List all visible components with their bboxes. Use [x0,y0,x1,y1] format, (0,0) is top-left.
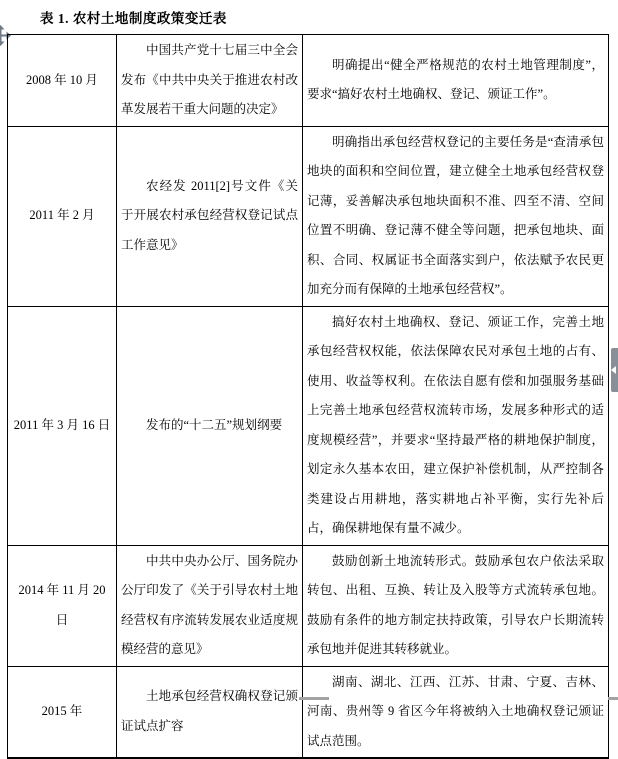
content-cell [303,666,609,758]
content-text: 湖南、湖北、江西、江苏、甘肃、宁夏、吉林、河南、贵州等 9 省区今年将被纳入土地确权登记颁证试点范围。 [307,674,604,748]
date-text: 2011 年 3 月 16 日 [13,417,111,432]
document-text: 发布的“十二五”规划纲要 [146,417,283,432]
document-text: 中国共产党十七届三中全会发布《中共中央关于推进农村改革发展若干重大问题的决定》 [121,43,298,116]
document-cell [117,306,303,545]
content-cell [303,35,609,127]
content-text: 搞好农村土地确权、登记、颁证工作，完善土地承包经营权权能，依法保障农民对承包土地的占有、使用、收益等权利。在依法自愿有偿和加强服务基础上完善土地承包经营权流转市场，发展多种形式的适度规模经营”，并要求“坚持最严格的耕地保护制度，划定永久基本农田，建立保护补偿机制，从严控制各类建设占用耕地，落实耕地占补平衡，实行先补后占，确保耕地保有量不减少。 [307,314,604,535]
document-cell [117,35,303,127]
date-text: 2008 年 10 月 [26,72,98,87]
page-title: 表 1. 农村土地制度政策变迁表 [40,11,227,26]
document-cell [117,126,303,306]
date-text: 2015 年 [41,704,83,718]
scrollbar-thumb[interactable] [611,348,618,392]
document-text: 土地承包经营权确权登记颁证试点扩容 [121,689,298,733]
policy-table [7,34,609,759]
content-cell [303,306,609,545]
table-row [8,306,609,545]
scroll-thumb-notch-icon [611,366,616,374]
table-row [8,545,609,666]
content-text: 明确指出承包经营权登记的主要任务是“查清承包地块的面积和空间位置，建立健全土地承包经营权登记薄，妥善解决承包地块面积不准、四至不清、空间位置不明确、登记薄不健全等问题，把承包地块、面积、合同、权属证书全面落实到户，依法赋予农民更加充分而有保障的土地承包经营权”。 [307,134,604,296]
table-row [8,666,609,758]
content-cell [303,545,609,666]
table-row [8,35,609,127]
date-cell [8,126,117,306]
document-cell [117,545,303,666]
policy-table-body [8,35,609,759]
date-text: 2014 年 11 月 20 日 [18,583,106,627]
date-cell [8,545,117,666]
content-text: 明确提出“健全严格规范的农村土地管理制度”，要求“搞好农村土地确权、登记、颁证工作”。 [307,57,604,102]
date-text: 2011 年 2 月 [29,208,95,223]
content-cell [303,126,609,306]
date-cell [8,35,117,127]
document-text: 农经发 2011[2]号文件《关于开展农村承包经营权登记试点工作意见》 [121,178,298,252]
document-text: 中共中央办公厅、国务院办公厅印发了《关于引导农村土地经营权有序流转发展农业适度规模经营的意见》 [121,553,298,656]
document-cell [117,666,303,758]
date-cell [8,666,117,758]
content-text: 鼓励创新土地流转形式。鼓励承包农户依法采取转包、出租、互换、转让及入股等方式流转承包地。鼓励有条件的地方制定扶持政策，引导农户长期流转承包地并促进其转移就业。 [307,553,604,656]
table-row [8,126,609,306]
date-cell [8,306,117,545]
